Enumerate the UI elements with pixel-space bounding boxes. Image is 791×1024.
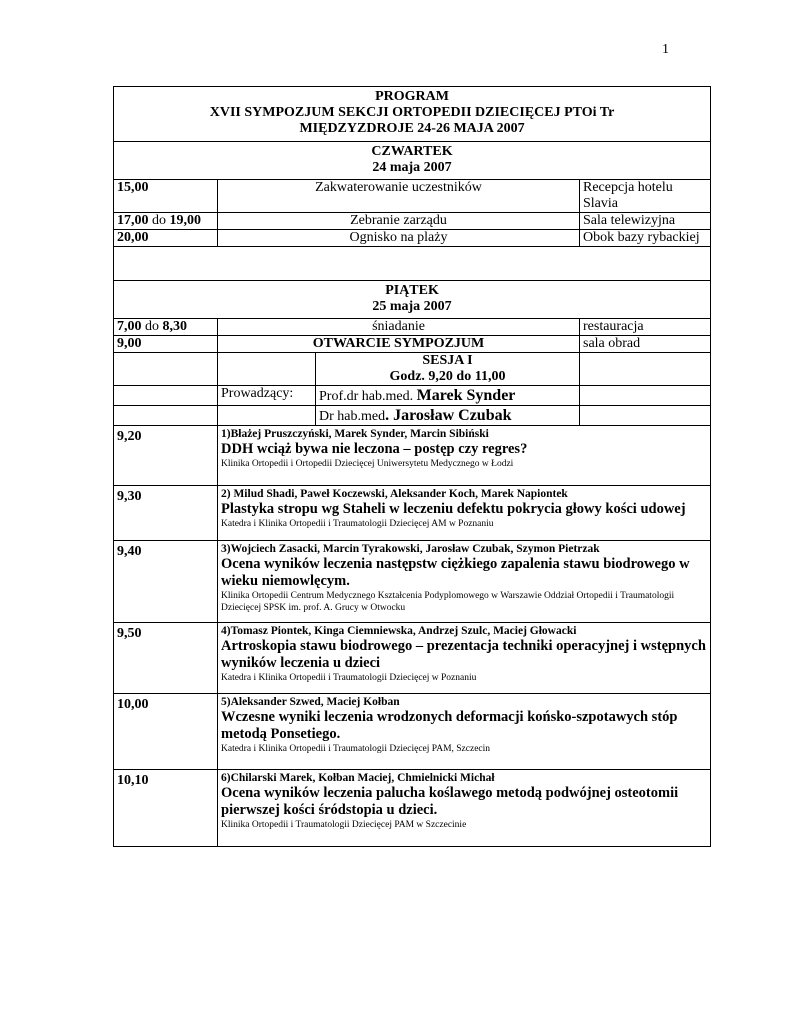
spacer-cell	[114, 247, 711, 281]
talk-title: DDH wciąż bywa nie leczona – postęp czy regres?	[221, 441, 528, 457]
talk-row	[114, 486, 711, 541]
talk-title: Plastyka stropu wg Staheli w leczeniu defektu pokrycia głowy kości udowej	[221, 501, 686, 517]
session-empty-cell	[218, 353, 316, 386]
event-place: sala obrad	[580, 336, 711, 353]
talk-institution: Katedra i Klinika Ortopedii i Traumatologii Dziecięcej AM w Poznaniu	[221, 519, 494, 529]
event-activity: Zakwaterowanie uczestników	[218, 180, 580, 213]
talk-authors: 1)Błażej Pruszczyński, Marek Synder, Marcin Sibiński	[221, 428, 489, 440]
day-name: PIĄTEK	[385, 283, 439, 298]
talk-institution: Katedra i Klinika Ortopedii i Traumatologii Dziecięcej w Poznaniu	[221, 673, 477, 683]
program-header-row	[114, 87, 711, 142]
talk-authors: 4)Tomasz Piontek, Kinga Ciemniewska, Andrzej Szulc, Maciej Głowacki	[221, 625, 577, 637]
event-activity: Zebranie zarządu	[218, 213, 580, 230]
event-place: Sala telewizyjna	[580, 213, 711, 230]
day-name: CZWARTEK	[371, 144, 453, 159]
event-activity: Ognisko na plaży	[218, 230, 580, 247]
moderators-label: Prowadzący:	[218, 386, 316, 406]
talk-row	[114, 541, 711, 623]
moderator-title: Dr hab.med	[319, 409, 386, 424]
talk-institution: Klinika Ortopedii Centrum Medycznego Kształcenia Podyplomowego w Warszawie Oddział Ortopedii i Traumatologii Dziecięcej SPSK im. prof. A. Grucy w Otwocku	[221, 591, 675, 613]
program-header	[114, 87, 711, 142]
moderator-cell	[316, 386, 580, 406]
talk-row	[114, 426, 711, 486]
event-place: Recepcja hotelu Slavia	[580, 180, 711, 213]
talk-time: 9,50	[114, 623, 218, 694]
event-time: 20,00	[114, 230, 218, 247]
moderator-empty-cell	[580, 406, 711, 426]
talk-title: Artroskopia stawu biodrowego – prezentacja techniki operacyjnej i wstępnych wyników leczenia u dzieci	[221, 638, 706, 671]
moderator-cell	[316, 406, 580, 426]
event-row	[114, 230, 711, 247]
event-place: Obok bazy rybackiej	[580, 230, 711, 247]
talk-title: Wczesne wyniki leczenia wrodzonych deformacji końsko-szpotawych stóp metodą Ponsetiego.	[221, 709, 678, 742]
talk-row	[114, 694, 711, 770]
moderator-empty-cell	[114, 406, 218, 426]
symposium-title: XVII SYMPOZJUM SEKCJI ORTOPEDII DZIECIĘCEJ PTOi Tr	[209, 105, 615, 120]
moderator-empty-cell	[218, 406, 316, 426]
talk-time: 10,00	[114, 694, 218, 770]
event-time: 7,00 do 8,30	[114, 319, 218, 336]
day-header-row	[114, 281, 711, 319]
talk-details	[218, 770, 711, 847]
talk-details	[218, 426, 711, 486]
event-time: 15,00	[114, 180, 218, 213]
talk-details	[218, 541, 711, 623]
program-title: PROGRAM	[375, 89, 449, 104]
talk-institution: Katedra i Klinika Ortopedii i Traumatologii Dziecięcej PAM, Szczecin	[221, 744, 491, 754]
session-title-cell	[316, 353, 580, 386]
day-header-thursday	[114, 142, 711, 180]
moderator-empty-cell	[114, 386, 218, 406]
session-title: SESJA I	[422, 353, 473, 368]
event-row	[114, 213, 711, 230]
page-number: 1	[662, 42, 669, 57]
talk-authors: 3)Wojciech Zasacki, Marcin Tyrakowski, Jarosław Czubak, Szymon Pietrzak	[221, 543, 600, 555]
symposium-location: MIĘDZYZDROJE 24-26 MAJA 2007	[299, 121, 525, 136]
moderator-row	[114, 386, 711, 406]
moderator-name: Marek Synder	[416, 387, 516, 404]
event-time: 17,00 do 19,00	[114, 213, 218, 230]
talk-details	[218, 694, 711, 770]
session-empty-cell	[114, 353, 218, 386]
talk-time: 9,30	[114, 486, 218, 541]
talk-authors: 5)Aleksander Szwed, Maciej Kołban	[221, 696, 400, 708]
event-activity: OTWARCIE SYMPOZJUM	[218, 336, 580, 353]
spacer-row	[114, 247, 711, 281]
session-header-row	[114, 353, 711, 386]
event-place: restauracja	[580, 319, 711, 336]
moderator-empty-cell	[580, 386, 711, 406]
talk-time: 10,10	[114, 770, 218, 847]
day-date: 25 maja 2007	[372, 299, 452, 314]
program-table	[113, 86, 711, 847]
moderator-name: . Jarosław Czubak	[385, 407, 512, 424]
session-empty-cell	[580, 353, 711, 386]
talk-authors: 2) Milud Shadi, Paweł Koczewski, Aleksander Koch, Marek Napiontek	[221, 488, 568, 500]
talk-time: 9,40	[114, 541, 218, 623]
event-row	[114, 336, 711, 353]
event-time: 9,00	[114, 336, 218, 353]
moderator-title: Prof.dr hab.med.	[319, 389, 414, 404]
talk-authors: 6)Chilarski Marek, Kołban Maciej, Chmielnicki Michał	[221, 772, 495, 784]
moderator-row	[114, 406, 711, 426]
talk-institution: Klinika Ortopedii i Ortopedii Dziecięcej Uniwersytetu Medycznego w Łodzi	[221, 459, 514, 469]
talk-details	[218, 623, 711, 694]
day-header-row	[114, 142, 711, 180]
event-row	[114, 180, 711, 213]
talk-time: 9,20	[114, 426, 218, 486]
talk-row	[114, 770, 711, 847]
session-hours: Godz. 9,20 do 11,00	[389, 369, 506, 384]
day-date: 24 maja 2007	[372, 160, 452, 175]
talk-institution: Klinika Ortopedii i Traumatologii Dziecięcej PAM w Szczecinie	[221, 820, 467, 830]
talk-details	[218, 486, 711, 541]
talk-title: Ocena wyników leczenia następstw ciężkiego zapalenia stawu biodrowego w wieku niemowlęcym.	[221, 556, 690, 589]
event-row	[114, 319, 711, 336]
event-activity: śniadanie	[218, 319, 580, 336]
talk-title: Ocena wyników leczenia palucha koślawego metodą podwójnej osteotomii pierwszej kości śródstopia u dzieci.	[221, 785, 679, 818]
day-header-friday	[114, 281, 711, 319]
talk-row	[114, 623, 711, 694]
